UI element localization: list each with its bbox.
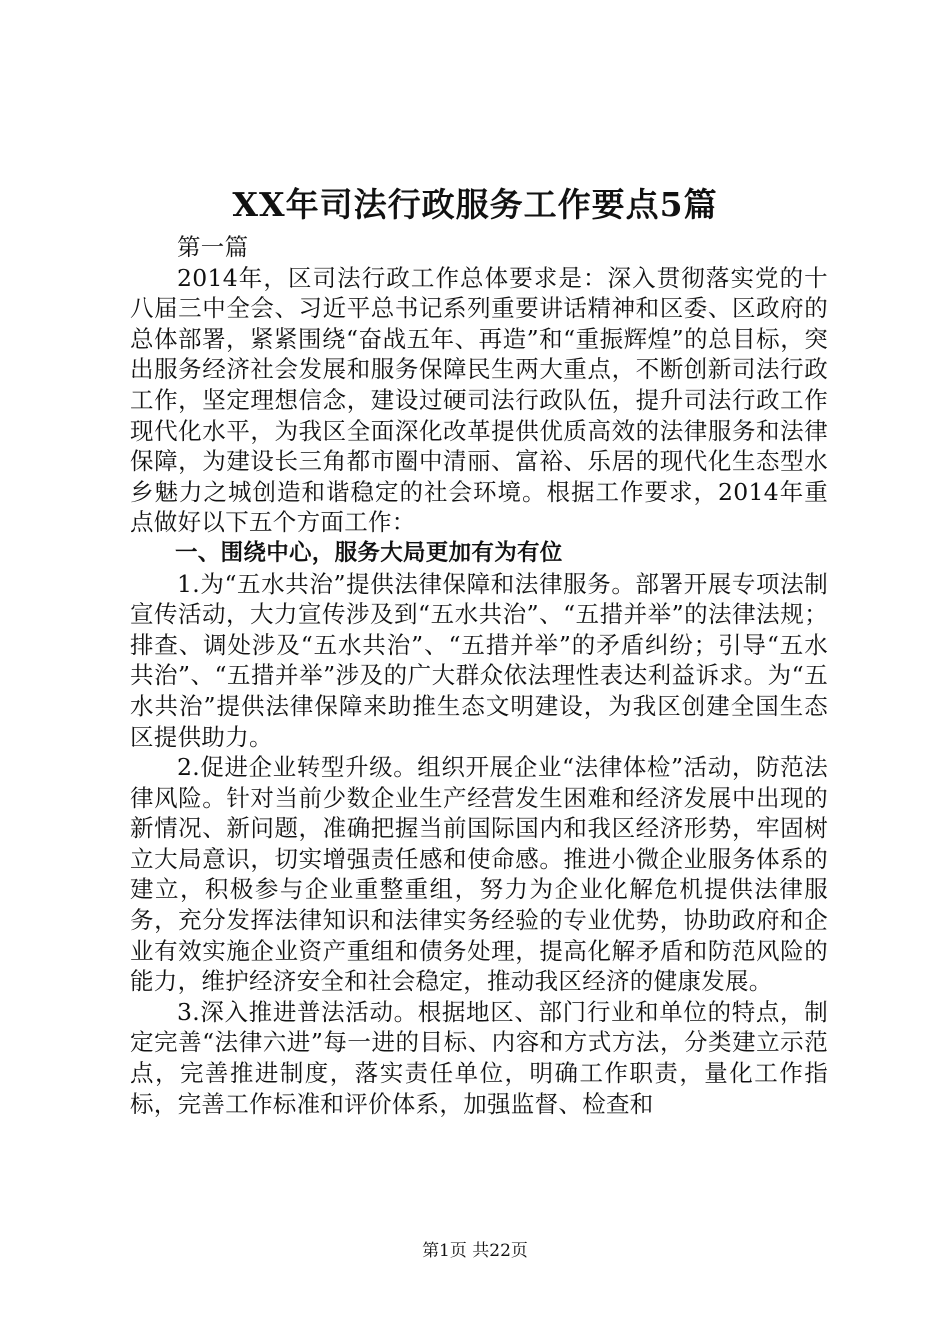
paragraph-intro: 2014年，区司法行政工作总体要求是：深入贯彻落实党的十八届三中全会、习近平总书记系列重要讲话精神和区委、区政府的总体部署，紧紧围绕“奋战五年、再造”和“重振辉煌”的总目标，突出服务经济社会发展和服务保障民生两大重点，不断创新司法行政工作，坚定理想信念，建设过硬司法行政队伍，提升司法行政工作现代化水平，为我区全面深化改革提供优质高效的法律服务和法律保障，为建设长三角都市圈中清丽、富裕、乐居的现代化生态型水乡魅力之城创造和谐稳定的社会环境。根据工作要求，2014年重点做好以下五个方面工作： [130, 263, 828, 537]
paragraph-item-1: 1.为“五水共治”提供法律保障和法律服务。部署开展专项法制宣传活动，大力宣传涉及到“五水共治”、“五措并举”的法律法规；排查、调处涉及“五水共治”、“五措并举”的矛盾纠纷；引导“五水共治”、“五措并举”涉及的广大群众依法理性表达利益诉求。为“五水共治”提供法律保障来助推生态文明建设，为我区创建全国生态区提供助力。 [130, 569, 828, 751]
document-title: XX年司法行政服务工作要点5篇 [232, 185, 718, 224]
section-label: 第一篇 [177, 233, 249, 261]
paragraph-item-2: 2.促进企业转型升级。组织开展企业“法律体检”活动，防范法律风险。针对当前少数企业生产经营发生困难和经济发展中出现的新情况、新问题，准确把握当前国际国内和我区经济形势，牢固树立大局意识，切实增强责任感和使命感。推进小微企业服务体系的建立，积极参与企业重整重组，努力为企业化解危机提供法律服务，充分发挥法律知识和法律实务经验的专业优势，协助政府和企业有效实施企业资产重组和债务处理，提高化解矛盾和防范风险的能力，维护经济安全和社会稳定，推动我区经济的健康发展。 [130, 753, 828, 996]
paragraph-item-3: 3.深入推进普法活动。根据地区、部门行业和单位的特点，制定完善“法律六进”每一进的目标、内容和方式方法，分类建立示范点，完善推进制度，落实责任单位，明确工作职责，量化工作指标，完善工作标准和评价体系，加强监督、检查和 [130, 997, 828, 1118]
document-body [130, 232, 828, 1119]
page-number-footer: 第1页 共22页 [422, 1241, 528, 1261]
section-heading: 一、围绕中心，服务大局更加有为有位 [175, 539, 563, 566]
